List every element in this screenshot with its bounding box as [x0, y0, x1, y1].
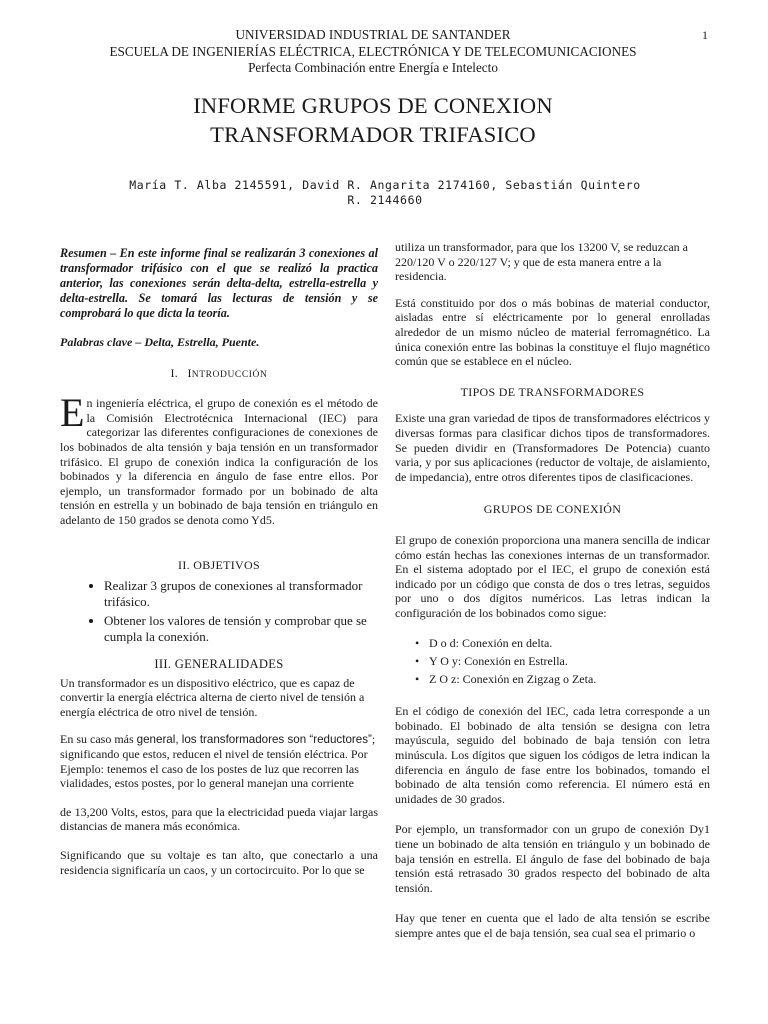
- right-column: [395, 240, 710, 953]
- drop-cap: E: [60, 390, 85, 436]
- section-heading-objectives: II. OBJETIVOS: [178, 557, 260, 572]
- keywords: Palabras clave – Delta, Estrella, Puente.: [60, 335, 260, 349]
- list-item: • Obtener los valores de tensión y comprobar que se cumpla la conexión.: [104, 613, 378, 645]
- introduction-paragraph: [60, 390, 378, 527]
- left-column: [60, 246, 378, 889]
- section-heading-introduction: [60, 366, 378, 383]
- generalidades-paragraph-4: Significando que su voltaje es tan alto, que conectarlo a una residencia significaría un caos, y un cortocircuito. Por lo que se: [60, 848, 378, 877]
- section-title-first: I: [187, 365, 192, 380]
- grupos-paragraph-3: Por ejemplo, un transformador con un grupo de conexión Dy1 tiene un bobinado de alta tensión en triángulo y un bobinado de baja tensión en estrella. El ángulo de fase del bobinado de baja tensión está retrasado 30 grados respecto del bobinado de alta tensión.: [395, 822, 710, 895]
- title-line-2: TRANSFORMADOR TRIFASICO: [210, 121, 536, 147]
- generalidades-paragraph-3: de 13,200 Volts, estos, para que la electricidad pueda viajar largas distancias de manera más económica.: [60, 804, 378, 834]
- list-item: • Z O z: Conexión en Zigzag o Zeta.: [415, 672, 710, 687]
- generalidades-paragraph-1: Un transformador es un dispositivo eléctrico, que es capaz de convertir la energía eléctrica alterna de cierto nivel de tensión a energía eléctrica de otro nivel de tensión.: [60, 675, 365, 719]
- text-fragment: En su caso más: [60, 731, 137, 746]
- section-heading-grupos: GRUPOS DE CONEXIÓN: [483, 502, 622, 517]
- objectives-list: [60, 578, 378, 645]
- authors-line-1: María T. Alba 2145591, David R. Angarita 2174160, Sebastián Quintero: [129, 178, 641, 192]
- grupos-paragraph-1: El grupo de conexión proporciona una manera sencilla de indicar cómo están hechas las conexiones internas de un transformador. En el sistema adoptado por el IEC, el grupo de conexión está indicado por un código que consta de dos o tres letras, seguidos por uno o dos dígitos numéricos. Las letras indican la configuración de los bobinados como sigue:: [395, 532, 710, 620]
- title-line-1: INFORME GRUPOS DE CONEXION: [193, 93, 553, 118]
- continuation-paragraph-2: Está constituido por dos o más bobinas de material conductor, aisladas entre sí eléctricamente por lo general enrolladas alrededor de un mismo núcleo de material ferromagnético. La única conexión entre las bobinas la constituye el flujo magnético común que se establece en el núcleo.: [395, 295, 710, 369]
- list-item: • Realizar 3 grupos de conexiones al transformador trifásico.: [104, 578, 378, 610]
- continuation-paragraph-1: utiliza un transformador, para que los 13200 V, se reduzcan a 220/120 V o 220/127 V; y que de esta manera entre a la residencia.: [395, 240, 688, 284]
- section-heading-generalidades: III. GENERALIDADES: [154, 657, 284, 672]
- authors-line-2: R. 2144660: [347, 192, 423, 207]
- text-fragment-sans: general, los transformadores son “reductores”: [136, 732, 372, 746]
- motto: Perfecta Combinación entre Energía e Intelecto: [248, 60, 498, 75]
- text-fragment: ; significando que estos, reducen el nivel de tensión eléctrica. Por Ejemplo: tenemos el caso de los postes de luz que recorren las vialidades, estos postes, por lo general manejan una corriente: [60, 731, 376, 791]
- introduction-text: n ingeniería eléctrica, el grupo de conexión es el método de la Comisión Electrotécnica Internacional (IEC) para categorizar las diferentes configuraciones de conexiones de los bobinados de alta tensión y baja tensión en un transformador trifásico. El grupo de conexión indica la configuración de los bobinados y la diferencia en ángulo de fase entre ellos. Por ejemplo, un transformador formado por un bobinado de alta tensión en estrella y un bobinado de baja tensión en triángulo en adelanto de 150 grados se denota como Yd5.: [60, 396, 378, 527]
- section-title-rest: NTRODUCCIÓN: [191, 369, 268, 380]
- connection-letters-list: [395, 636, 710, 686]
- university-name: UNIVERSIDAD INDUSTRIAL DE SANTANDER: [235, 27, 511, 42]
- authors: [90, 178, 680, 207]
- abstract: Resumen – En este informe final se realizarán 3 conexiones al transformador trifásico con el que se realizó la practica anterior, las conexiones serán delta-delta, estrella-estrella y delta-estrella. Se tomará las lecturas de tensión y se comprobará lo que dicta la teoría.: [60, 246, 378, 320]
- section-number: I.: [170, 365, 179, 380]
- list-item: • Y O y: Conexión en Estrella.: [415, 654, 710, 669]
- page-number: 1: [702, 28, 708, 42]
- section-heading-tipos: TIPOS DE TRANSFORMADORES: [460, 384, 645, 399]
- generalidades-paragraph-2: [60, 732, 378, 791]
- school-name: ESCUELA DE INGENIERÍAS ELÉCTRICA, ELECTRÓNICA Y DE TELECOMUNICACIONES: [109, 43, 637, 59]
- grupos-paragraph-4: Hay que tener en cuenta que el lado de alta tensión se escribe siempre antes que el de baja tensión, sea cual sea el primario o: [395, 911, 710, 940]
- tipos-paragraph: Existe una gran variedad de tipos de transformadores eléctricos y diversas formas para clasificar dichos tipos de transformadores. Se pueden dividir en (Transformadores De Potencia) cuanto varia, y por sus aplicaciones (reductor de voltaje, de aislamiento, de impedancia), entre otros diferentes tipos de clasificaciones.: [395, 411, 710, 484]
- list-item: • D o d: Conexión en delta.: [415, 636, 710, 651]
- document-header: [60, 27, 686, 77]
- grupos-paragraph-2: En el código de conexión del IEC, cada letra corresponde a un bobinado. El bobinado de alta tensión se designa con letra mayúscula, seguido del bobinado de baja tensión con letra minúscula. Los dígitos que siguen los códigos de letra indican la diferencia en ángulo de fase entre los bobinados, tomando el bobinado de alta tensión como referencia. El número está en unidades de 30 grados.: [395, 704, 710, 806]
- paper-title: [60, 92, 686, 149]
